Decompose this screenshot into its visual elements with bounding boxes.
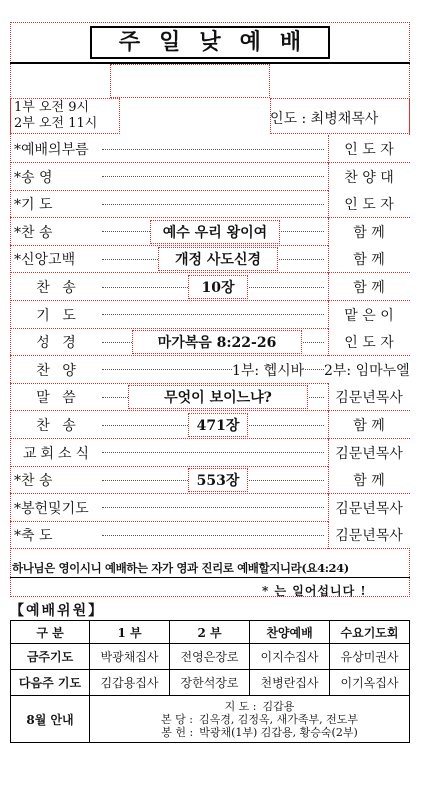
column-divider <box>328 273 329 301</box>
table-row <box>11 670 410 696</box>
order-person: 김문년목사 <box>328 494 410 522</box>
verse: 하나님은 영이시니 예배하는 자가 영과 진리로 예배할지니라(요4:24) <box>12 561 349 575</box>
order-label: *찬 송 <box>14 473 53 490</box>
row-label: 금주기도 <box>11 644 90 670</box>
order-item-title: 553장 <box>188 468 248 492</box>
august-info <box>90 696 410 743</box>
order-row <box>10 301 410 329</box>
column-divider <box>328 163 329 191</box>
leader: 인도 : 최병채목사 <box>270 111 379 127</box>
column-divider <box>328 190 329 218</box>
dot-leader <box>102 163 324 191</box>
order-label: *신앙고백 <box>14 252 76 269</box>
order-row <box>10 135 410 163</box>
column-divider <box>328 328 329 356</box>
committee-table <box>10 620 410 743</box>
table-row-august <box>11 696 410 743</box>
column-divider <box>328 466 329 494</box>
order-row <box>10 383 410 411</box>
order-item-title: 무엇이 보이느냐? <box>128 385 308 409</box>
order-row <box>10 328 410 356</box>
august-line <box>104 713 409 726</box>
column-divider <box>328 439 329 467</box>
order-person: 함 께 <box>328 466 410 494</box>
dot-leader <box>102 439 324 467</box>
header-cell: 1 부 <box>90 621 170 644</box>
order-label: *예배의부름 <box>14 142 89 158</box>
order-row <box>10 466 410 494</box>
order-label: 찬 양 <box>36 362 80 379</box>
dot-leader <box>102 494 324 522</box>
order-person: 김문년목사 <box>328 383 410 411</box>
order-label: 교회소식 <box>22 445 94 462</box>
august-key: 봉 헌 : <box>161 725 194 739</box>
order-label: *찬 송 <box>14 224 53 241</box>
august-label: 8월 안내 <box>11 696 90 743</box>
order-item-title: 개정 사도신경 <box>158 247 278 271</box>
table-header-row <box>11 621 410 644</box>
order-row <box>10 163 410 191</box>
table-cell: 김갑용집사 <box>90 670 170 696</box>
august-value: 김옥경, 김정옥, 새가족부, 전도부 <box>198 712 359 726</box>
column-divider <box>328 494 329 522</box>
dot-leader <box>102 190 324 218</box>
time-box <box>10 98 120 134</box>
order-person: 함 께 <box>328 411 410 439</box>
row-label: 다음주 기도 <box>11 670 90 696</box>
order-label: *송 영 <box>14 169 53 186</box>
praise-first: 1부: 헵시바 <box>232 356 304 384</box>
order-row <box>10 245 410 273</box>
header-cell: 구 분 <box>11 621 90 644</box>
time-second: 2부 오전 11시 <box>14 116 98 131</box>
header-cell: 2 부 <box>170 621 250 644</box>
order-label: 말 씀 <box>36 390 80 407</box>
order-label: 찬 송 <box>36 418 80 434</box>
august-key: 본 당 : <box>160 712 193 726</box>
column-divider <box>328 218 329 246</box>
order-person: 인 도 자 <box>328 190 410 218</box>
header-cell: 찬양예배 <box>250 621 330 644</box>
column-divider <box>328 245 329 273</box>
august-value: 박광채(1부) 김갑용, 황승숙(2부) <box>199 725 358 739</box>
time-first: 1부 오전 9시 <box>14 100 90 115</box>
committee-title: 【예배위원】 <box>10 603 105 619</box>
august-value: 김갑용 <box>262 699 295 713</box>
order-row <box>10 494 410 522</box>
order-item-title: 예수 우리 왕이여 <box>150 220 280 244</box>
order-row <box>10 356 410 384</box>
order-person: 김문년목사 <box>328 521 410 549</box>
order-item-title: 마가복음 8:22-26 <box>132 330 302 354</box>
order-person: 인 도 자 <box>328 328 410 356</box>
order-label: *축 도 <box>14 528 53 545</box>
order-item-title: 471장 <box>188 413 248 437</box>
order-label: *봉헌및기도 <box>14 500 89 517</box>
table-cell: 전영은장로 <box>170 644 250 670</box>
table-cell: 박광채집사 <box>90 644 170 670</box>
dot-leader <box>102 301 324 329</box>
order-person: 인 도 자 <box>328 135 410 163</box>
blank-box <box>110 64 270 98</box>
order-row <box>10 521 410 549</box>
column-divider <box>328 411 329 439</box>
table-row <box>11 644 410 670</box>
order-person: 함 께 <box>328 273 410 301</box>
row-rule <box>10 548 410 549</box>
order-person: 함 께 <box>328 218 410 246</box>
order-row <box>10 411 410 439</box>
order-label: 성 경 <box>36 335 80 352</box>
dot-leader <box>102 521 324 549</box>
table-cell: 유상미권사 <box>330 644 410 670</box>
order-row <box>10 273 410 301</box>
header-cell: 수요기도회 <box>330 621 410 644</box>
table-cell: 장한석장로 <box>170 670 250 696</box>
table-cell: 천병란집사 <box>250 670 330 696</box>
column-divider <box>328 383 329 411</box>
august-line <box>104 700 409 713</box>
august-key: 지 도 : <box>224 699 257 713</box>
order-row <box>10 218 410 246</box>
column-divider <box>328 301 329 329</box>
dot-leader <box>102 135 324 163</box>
praise-second: 2부: 임마누엘 <box>324 356 410 384</box>
page-title: 주일낮예배 <box>90 26 330 59</box>
order-row <box>10 190 410 218</box>
table-cell: 이지수집사 <box>250 644 330 670</box>
stand-note: * 는 일어섭니다 ! <box>262 584 367 598</box>
table-cell: 이기옥집사 <box>330 670 410 696</box>
order-person: 맡 은 이 <box>328 301 410 329</box>
order-person: 찬 양 대 <box>328 163 410 191</box>
order-item-title: 10장 <box>188 275 248 299</box>
order-person: 김문년목사 <box>328 439 410 467</box>
column-divider <box>328 521 329 549</box>
order-label: 찬 송 <box>36 280 80 296</box>
august-line <box>104 726 409 739</box>
order-label: *기 도 <box>14 197 53 214</box>
order-row <box>10 439 410 467</box>
order-label: 기 도 <box>36 307 80 324</box>
verse-rule <box>10 577 410 578</box>
column-divider <box>328 135 329 163</box>
leader-box <box>270 98 410 134</box>
order-person: 함 께 <box>328 245 410 273</box>
